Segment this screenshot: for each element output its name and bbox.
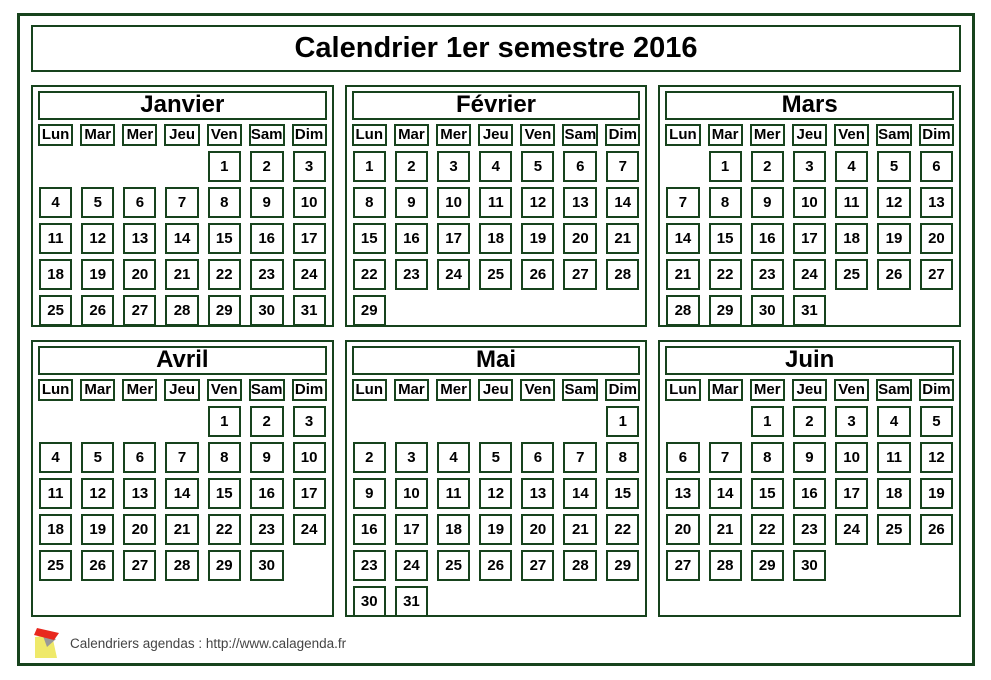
date-cell: 16	[250, 223, 284, 254]
date-cell-empty	[437, 586, 470, 617]
date-cell: 6	[920, 151, 953, 182]
date-cell: 13	[920, 187, 953, 218]
date-cell: 26	[920, 514, 953, 545]
date-cell: 23	[353, 550, 386, 581]
date-cell: 27	[666, 550, 699, 581]
weekday-header: Dim	[292, 379, 327, 401]
date-cell: 25	[835, 259, 868, 290]
weekday-header: Sam	[249, 379, 285, 401]
date-cell: 14	[606, 187, 639, 218]
date-cell: 19	[479, 514, 512, 545]
date-cell: 2	[395, 151, 428, 182]
date-cell: 8	[751, 442, 784, 473]
date-cell: 30	[751, 295, 784, 326]
date-cell: 23	[250, 259, 284, 290]
weekday-header: Dim	[605, 379, 640, 401]
date-cell-empty	[479, 406, 512, 437]
date-cell: 5	[479, 442, 512, 473]
date-cell: 31	[793, 295, 826, 326]
date-cell-empty	[479, 295, 512, 326]
calagenda-logo-icon	[33, 627, 61, 659]
date-cell: 7	[709, 442, 742, 473]
date-cell: 26	[877, 259, 911, 290]
date-cell: 5	[521, 151, 554, 182]
weekday-header: Mar	[394, 124, 429, 146]
months-row-bottom	[31, 340, 961, 617]
date-cell: 11	[437, 478, 470, 509]
weekday-header: Lun	[38, 379, 73, 401]
weekday-header: Mar	[80, 379, 115, 401]
date-cell: 3	[437, 151, 470, 182]
date-cell: 4	[877, 406, 911, 437]
date-cell: 15	[751, 478, 784, 509]
date-cell: 14	[709, 478, 742, 509]
date-cell: 3	[793, 151, 826, 182]
date-cell: 20	[920, 223, 953, 254]
date-cell: 28	[709, 550, 742, 581]
date-cell: 10	[293, 442, 326, 473]
date-cell: 14	[165, 478, 198, 509]
date-cell: 12	[877, 187, 911, 218]
date-cell: 16	[793, 478, 826, 509]
months-row-top	[31, 85, 961, 327]
date-cell: 25	[479, 259, 512, 290]
date-cell: 15	[208, 223, 241, 254]
date-cell: 27	[920, 259, 953, 290]
month-title: Avril	[38, 346, 327, 375]
date-cell: 14	[165, 223, 198, 254]
date-cell: 17	[437, 223, 470, 254]
month-calendar	[31, 340, 334, 617]
date-cell: 31	[293, 295, 326, 326]
footer	[31, 626, 961, 660]
date-cell: 13	[123, 478, 156, 509]
date-cell: 27	[521, 550, 554, 581]
date-cell: 4	[39, 187, 72, 218]
date-cell: 30	[250, 295, 284, 326]
weekday-header: Sam	[876, 379, 912, 401]
date-cell: 1	[353, 151, 386, 182]
date-cell: 28	[563, 550, 597, 581]
date-cell: 25	[39, 550, 72, 581]
date-cell-empty	[877, 295, 911, 326]
date-cell: 24	[793, 259, 826, 290]
month-title: Mars	[665, 91, 954, 120]
date-cell: 7	[563, 442, 597, 473]
date-cell: 15	[709, 223, 742, 254]
date-cell: 30	[250, 550, 284, 581]
date-cell: 3	[835, 406, 868, 437]
date-cell: 18	[437, 514, 470, 545]
date-cell: 16	[353, 514, 386, 545]
date-cell: 9	[751, 187, 784, 218]
date-cell-empty	[123, 151, 156, 182]
date-cell: 29	[709, 295, 742, 326]
date-cell-empty	[920, 550, 953, 581]
calendar-frame	[17, 13, 975, 666]
date-cell: 17	[835, 478, 868, 509]
date-cell: 8	[709, 187, 742, 218]
date-cell: 10	[293, 187, 326, 218]
date-cell: 10	[793, 187, 826, 218]
weekday-header: Ven	[520, 124, 555, 146]
weekday-header: Mer	[750, 124, 785, 146]
date-cell: 29	[606, 550, 639, 581]
date-cell: 22	[751, 514, 784, 545]
date-cell: 7	[165, 442, 198, 473]
date-cell: 7	[606, 151, 639, 182]
date-cell: 18	[39, 259, 72, 290]
date-cell: 20	[123, 514, 156, 545]
date-cell: 17	[395, 514, 428, 545]
date-cell: 21	[563, 514, 597, 545]
date-cell: 21	[165, 259, 198, 290]
footer-link[interactable]: Calendriers agendas : http://www.calagenda.fr	[70, 635, 347, 651]
month-title: Juin	[665, 346, 954, 375]
date-cell: 12	[81, 223, 114, 254]
date-cell-empty	[835, 550, 868, 581]
date-cell: 28	[606, 259, 639, 290]
date-cell-empty	[437, 295, 470, 326]
date-cell: 26	[81, 550, 114, 581]
date-cell: 15	[606, 478, 639, 509]
date-cell: 10	[395, 478, 428, 509]
weekday-header: Jeu	[792, 124, 827, 146]
weekday-header: Mer	[436, 379, 471, 401]
date-cell: 22	[709, 259, 742, 290]
month-grid	[38, 124, 327, 326]
date-cell-empty	[521, 586, 554, 617]
date-cell: 29	[353, 295, 386, 326]
weekday-header: Sam	[249, 124, 285, 146]
month-grid	[665, 124, 954, 326]
weekday-header: Ven	[834, 124, 869, 146]
weekday-header: Mer	[122, 124, 157, 146]
date-cell-empty	[521, 406, 554, 437]
date-cell-empty	[165, 151, 198, 182]
date-cell: 9	[250, 187, 284, 218]
date-cell: 8	[353, 187, 386, 218]
date-cell: 1	[751, 406, 784, 437]
date-cell: 20	[563, 223, 597, 254]
month-title: Février	[352, 91, 641, 120]
date-cell-empty	[165, 406, 198, 437]
date-cell: 23	[250, 514, 284, 545]
date-cell: 26	[81, 295, 114, 326]
weekday-header: Mar	[80, 124, 115, 146]
date-cell: 18	[835, 223, 868, 254]
date-cell: 24	[293, 514, 326, 545]
date-cell: 2	[250, 406, 284, 437]
date-cell: 11	[39, 223, 72, 254]
weekday-header: Sam	[876, 124, 912, 146]
date-cell: 8	[208, 187, 241, 218]
month-title: Janvier	[38, 91, 327, 120]
date-cell-empty	[877, 550, 911, 581]
date-cell: 22	[208, 259, 241, 290]
page-title: Calendrier 1er semestre 2016	[31, 25, 961, 72]
weekday-header: Mer	[122, 379, 157, 401]
date-cell-empty	[437, 406, 470, 437]
date-cell: 20	[521, 514, 554, 545]
month-grid	[38, 379, 327, 581]
month-title: Mai	[352, 346, 641, 375]
date-cell: 21	[666, 259, 699, 290]
date-cell: 18	[479, 223, 512, 254]
date-cell: 30	[353, 586, 386, 617]
date-cell: 4	[479, 151, 512, 182]
date-cell: 1	[208, 151, 241, 182]
month-calendar	[345, 85, 648, 327]
date-cell-empty	[666, 151, 699, 182]
date-cell: 23	[751, 259, 784, 290]
date-cell: 25	[437, 550, 470, 581]
date-cell: 4	[437, 442, 470, 473]
date-cell: 16	[751, 223, 784, 254]
date-cell: 13	[666, 478, 699, 509]
date-cell: 1	[709, 151, 742, 182]
date-cell: 11	[39, 478, 72, 509]
date-cell: 5	[877, 151, 911, 182]
date-cell: 17	[793, 223, 826, 254]
date-cell: 2	[250, 151, 284, 182]
date-cell-empty	[709, 406, 742, 437]
date-cell-empty	[521, 295, 554, 326]
date-cell: 19	[877, 223, 911, 254]
date-cell: 5	[81, 442, 114, 473]
date-cell: 11	[479, 187, 512, 218]
date-cell: 27	[123, 295, 156, 326]
month-calendar	[658, 340, 961, 617]
date-cell: 28	[165, 295, 198, 326]
date-cell: 16	[250, 478, 284, 509]
date-cell: 24	[835, 514, 868, 545]
weekday-header: Ven	[207, 124, 242, 146]
date-cell: 8	[606, 442, 639, 473]
date-cell: 3	[293, 151, 326, 182]
weekday-header: Jeu	[164, 124, 199, 146]
date-cell: 1	[606, 406, 639, 437]
date-cell: 28	[666, 295, 699, 326]
date-cell: 29	[208, 295, 241, 326]
date-cell: 25	[877, 514, 911, 545]
date-cell: 4	[39, 442, 72, 473]
date-cell: 9	[353, 478, 386, 509]
weekday-header: Dim	[919, 124, 954, 146]
date-cell: 6	[563, 151, 597, 182]
date-cell: 24	[395, 550, 428, 581]
weekday-header: Mar	[708, 124, 743, 146]
date-cell: 19	[81, 259, 114, 290]
date-cell: 12	[81, 478, 114, 509]
date-cell: 23	[395, 259, 428, 290]
date-cell: 21	[165, 514, 198, 545]
date-cell-empty	[920, 295, 953, 326]
date-cell: 19	[920, 478, 953, 509]
weekday-header: Jeu	[164, 379, 199, 401]
date-cell: 11	[877, 442, 911, 473]
date-cell: 25	[39, 295, 72, 326]
date-cell: 13	[563, 187, 597, 218]
weekday-header: Mer	[436, 124, 471, 146]
date-cell: 9	[395, 187, 428, 218]
date-cell: 24	[293, 259, 326, 290]
date-cell-empty	[39, 151, 72, 182]
weekday-header: Dim	[919, 379, 954, 401]
date-cell: 14	[666, 223, 699, 254]
month-calendar	[345, 340, 648, 617]
date-cell: 9	[793, 442, 826, 473]
weekday-header: Ven	[834, 379, 869, 401]
date-cell-empty	[606, 586, 639, 617]
date-cell: 18	[877, 478, 911, 509]
date-cell: 15	[208, 478, 241, 509]
date-cell: 27	[563, 259, 597, 290]
month-calendar	[31, 85, 334, 327]
weekday-header: Jeu	[478, 379, 513, 401]
date-cell: 22	[606, 514, 639, 545]
date-cell: 26	[521, 259, 554, 290]
date-cell: 12	[479, 478, 512, 509]
date-cell: 2	[751, 151, 784, 182]
date-cell: 6	[123, 187, 156, 218]
weekday-header: Lun	[665, 379, 700, 401]
date-cell: 17	[293, 478, 326, 509]
date-cell: 27	[123, 550, 156, 581]
date-cell: 19	[81, 514, 114, 545]
date-cell: 5	[920, 406, 953, 437]
date-cell-empty	[479, 586, 512, 617]
date-cell-empty	[353, 406, 386, 437]
date-cell: 9	[250, 442, 284, 473]
weekday-header: Mer	[750, 379, 785, 401]
month-grid	[665, 379, 954, 581]
date-cell: 14	[563, 478, 597, 509]
date-cell: 22	[208, 514, 241, 545]
weekday-header: Sam	[562, 379, 598, 401]
date-cell: 19	[521, 223, 554, 254]
date-cell: 29	[208, 550, 241, 581]
date-cell-empty	[81, 151, 114, 182]
weekday-header: Lun	[665, 124, 700, 146]
month-calendar	[658, 85, 961, 327]
date-cell: 3	[293, 406, 326, 437]
date-cell-empty	[123, 406, 156, 437]
weekday-header: Lun	[352, 124, 387, 146]
date-cell: 20	[123, 259, 156, 290]
weekday-header: Mar	[708, 379, 743, 401]
weekday-header: Jeu	[478, 124, 513, 146]
weekday-header: Ven	[520, 379, 555, 401]
date-cell: 5	[81, 187, 114, 218]
date-cell-empty	[835, 295, 868, 326]
date-cell: 2	[793, 406, 826, 437]
date-cell: 10	[437, 187, 470, 218]
weekday-header: Mar	[394, 379, 429, 401]
date-cell: 17	[293, 223, 326, 254]
date-cell: 24	[437, 259, 470, 290]
date-cell: 7	[666, 187, 699, 218]
date-cell: 10	[835, 442, 868, 473]
date-cell-empty	[666, 406, 699, 437]
date-cell: 7	[165, 187, 198, 218]
date-cell-empty	[39, 406, 72, 437]
date-cell-empty	[81, 406, 114, 437]
date-cell: 21	[606, 223, 639, 254]
date-cell: 6	[123, 442, 156, 473]
date-cell-empty	[563, 406, 597, 437]
date-cell-empty	[606, 295, 639, 326]
date-cell: 2	[353, 442, 386, 473]
date-cell-empty	[563, 295, 597, 326]
weekday-header: Lun	[352, 379, 387, 401]
weekday-header: Dim	[292, 124, 327, 146]
date-cell: 3	[395, 442, 428, 473]
date-cell: 18	[39, 514, 72, 545]
date-cell: 22	[353, 259, 386, 290]
date-cell-empty	[395, 406, 428, 437]
date-cell: 13	[521, 478, 554, 509]
date-cell: 21	[709, 514, 742, 545]
date-cell: 30	[793, 550, 826, 581]
weekday-header: Dim	[605, 124, 640, 146]
date-cell: 1	[208, 406, 241, 437]
date-cell: 31	[395, 586, 428, 617]
date-cell: 15	[353, 223, 386, 254]
month-grid	[352, 379, 641, 617]
date-cell-empty	[395, 295, 428, 326]
date-cell: 11	[835, 187, 868, 218]
date-cell: 4	[835, 151, 868, 182]
date-cell: 26	[479, 550, 512, 581]
date-cell: 28	[165, 550, 198, 581]
date-cell: 12	[521, 187, 554, 218]
date-cell: 29	[751, 550, 784, 581]
weekday-header: Jeu	[792, 379, 827, 401]
date-cell: 20	[666, 514, 699, 545]
month-grid	[352, 124, 641, 326]
date-cell: 12	[920, 442, 953, 473]
date-cell: 13	[123, 223, 156, 254]
date-cell: 16	[395, 223, 428, 254]
date-cell-empty	[563, 586, 597, 617]
date-cell: 6	[521, 442, 554, 473]
date-cell: 6	[666, 442, 699, 473]
weekday-header: Lun	[38, 124, 73, 146]
weekday-header: Sam	[562, 124, 598, 146]
date-cell: 23	[793, 514, 826, 545]
date-cell: 8	[208, 442, 241, 473]
weekday-header: Ven	[207, 379, 242, 401]
date-cell-empty	[293, 550, 326, 581]
